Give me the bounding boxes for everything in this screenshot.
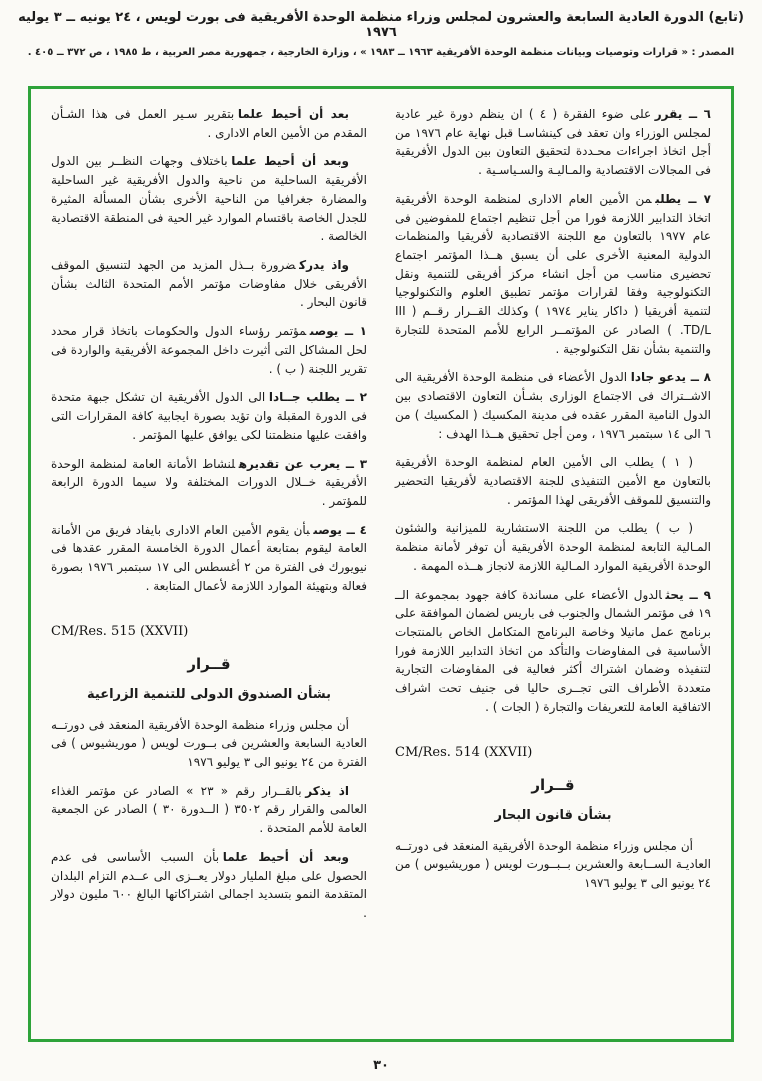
clause-8-sub-b xyxy=(395,519,711,575)
source-citation: المصدر : « قرارات وتوصيات وبيانات منظمة الوحدة الأفريقية ١٩٦٣ ــ ١٩٨٣ » ، وزارة الخارجية ، جمهورية مصر العربية ، ط ١٩٨٥ ، ص ٣٧٢ ــ ٤٠٥ . xyxy=(27,47,735,58)
clause-lead: ٢ ــ يطلب جــادا xyxy=(268,390,367,405)
clause-text: على ضوء الفقرة ( ٤ ) ان ينظم دورة غير عادية لمجلس الوزراء وان تعقد فى كينشاسـا قبل نهاية عام ١٩٧٦ من أجل اتخاذ اجراءات محـددة لتحقيق التعاون بين الدول الأفريقية فى المجالات الاقتصادية والمـاليـة والسـياسـية . xyxy=(395,107,711,178)
clause-7 xyxy=(395,190,711,358)
clause-lead: ١ ــ يوصى xyxy=(309,324,367,339)
clause-lead: ٦ ــ يقرر xyxy=(654,107,711,121)
clause-text: أن مجلس وزراء منظمة الوحدة الأفريقية المنعقد فى دورتــه العادية السابعة والعشرين فى بــورت لويس ( موريشيوس ) فى الفترة من ٢٤ يونيو الى ٣ يوليو ١٩٧٦ xyxy=(51,717,367,769)
resolution-subject-515: بشأن الصندوق الدولى للتنمية الزراعية xyxy=(87,686,331,702)
content-border-frame xyxy=(28,86,734,1042)
clause-8-sub-a xyxy=(395,453,711,509)
page-number: ٣٠ xyxy=(373,1058,389,1073)
clause-text: الدول الأعضاء فى منظمة الوحدة الأفريقية الى الاشــتراك فى الاجتماع الوزارى بشـأن التعاون الاقتصادى بين الدول النامية المقرر عقده فى مدينة المكسيك ( المكسيك ) من ٦ الى ١٤ سبتمبر ١٩٧٦ ، ومن أجل تحقيق هــذا الهدف : xyxy=(395,370,711,441)
resolution-preamble-515-2 xyxy=(51,782,367,838)
clause-lead: بعد أن أحيط علما xyxy=(237,107,349,121)
clause-lead: وبعد أن أحيط علما xyxy=(231,154,349,169)
clause-lead: ٩ ــ يحث xyxy=(665,587,711,602)
preamble-1 xyxy=(51,105,367,142)
resolution-title-515: قــرار xyxy=(187,654,231,673)
clause-text: بأن يقوم الأمين العام الادارى بايفاد فريق من الأمانة العامة ليقوم بمتابعة أعمال الدورة الخامسة المقرر عقدها فى نيويورك فى الفترة من ٢ أغسطس الى ١٧ سبتمبر ١٩٧٦ بصورة فعالة وبتهيئة الموارد اللازمة لأعمال المتابعة . xyxy=(51,522,367,593)
clause-text: من الأمين العام الادارى لمنظمة الوحدة الأفريقية اتخاذ التدابير اللازمة فورا من أجل تنظيم اجتماع للمفوضين فى عام ١٩٧٧ بالتعاون مع اللجنة الاقتصادية لأفريقيا والمنظمات الدولية المعنية الأخرى على أن يسبق هــذا المؤتمر اجتماع تحضيرى مناسب من أجل انشاء مركز أفريقى للتنمية ونقل التكنولوجية وفقا لقرارات مؤتمر تطبيق العلوم والتكنولوجيا لتنمية أفريقيا ( داكار يناير ١٩٧٤ ) وكذلك القــرار رقــم ( III TD/L. ) الصادر عن المؤتمــر الرابع للأمم المتحدة للتجارة والتنمية بشأن نقل التكنولوجية . xyxy=(395,191,711,356)
two-column-layout xyxy=(51,105,711,933)
clause-text: بتقرير سـير العمل فى هذا الشـأن المقدم من الأمين العام الادارى . xyxy=(51,107,367,140)
clause-text: لنشاط الأمانة العامة لمنظمة الوحدة الأفريقية خــلال الدورات المختلفة ولا سيما الدورة الرابعة للمؤتمر . xyxy=(51,456,367,508)
clause-9 xyxy=(395,586,711,717)
clause-1 xyxy=(51,322,367,378)
session-title: (تابع) الدورة العادية السابعة والعشرون لمجلس وزراء منظمة الوحدة الأفريقية فى بورت لويس ، ٢٤ يونيه ــ ٣ يوليه ١٩٧٦ xyxy=(18,10,744,40)
clause-text: بالقــرار رقم « ٢٣ » الصادر عن مؤتمر الغذاء العالمى والقرار رقم ٣٥٠٢ ( الــدورة ٣٠ ) الصادر عن الجمعية العامة للأمم المتحدة . xyxy=(51,783,367,836)
clause-lead: وبعد أن أحيط علما xyxy=(222,849,349,864)
clause-lead: اذ يذكر xyxy=(305,783,349,798)
clause-8 xyxy=(395,368,711,443)
clause-text: مؤتمر رؤساء الدول والحكومات باتخاذ قرار محدد لحل المشاكل التى أثيرت داخل المجموعة الأفريقية والواردة فى تقرير اللجنة ( ب ) . xyxy=(51,324,367,376)
clause-text: ( ١ ) يطلب الى الأمين العام لمنظمة الوحدة الأفريقية بالتعاون مع الأمين التنفيذى للجنة الاقتصادية لأفريقيا التحضير والتنسيق للموقف الأفريقى لهذا المؤتمر . xyxy=(395,455,711,507)
clause-text: ( ب ) يطلب من اللجنة الاستشارية للميزانية والشئون المـالية التابعة لمنظمة الوحدة الأفريقية أن توفر لأمانة منظمة الوحدة الأفريقية الموارد المـالية اللازمة لانجاز هــذه المهمة . xyxy=(395,521,711,573)
column-left xyxy=(51,105,367,933)
clause-lead: ٣ ــ يعرب عن تقديره xyxy=(238,456,368,471)
clause-lead: ٤ ــ يوصى xyxy=(313,522,367,537)
clause-text: باختلاف وجهات النظــر بين الدول الأفريقية الساحلية من ناحية والدول الأفريقية غير الساحلية والمضارة جغرافيا من الناحية الأخرى بشأن المسألة المثيرة للجدل الخاصة باقتسام الموارد غير الحية فى المنطقة الاقتصادية الخالصة . xyxy=(51,154,367,244)
clause-text: بأن السبب الأساسى فى عدم الحصول على مبلغ المليار دولار يعــزى الى عــدم التزام البلدان المتقدمة النمو بتسديد اجمالى اشتراكاتها البالغ ٦٠٠ مليون دولار . xyxy=(51,849,367,920)
preamble-2 xyxy=(51,152,367,246)
clause-text: الى الدول الأفريقية ان تشكل جبهة متحدة فى الدورة المقبلة وان تؤيد بصورة ايجابية كافة المقرارات التى وافقت عليها منظمتنا لكى يوافق عليها المؤتمر . xyxy=(51,390,367,442)
clause-text: ضرورة بــذل المزيد من الجهد لتنسيق الموقف الأفريقى خلال مفاوضات مؤتمر الأمم المتحدة الثالث بشأن قانون البحار . xyxy=(51,258,367,310)
resolution-preamble-515-3 xyxy=(51,848,367,923)
resolution-ref-515: CM/Res. 515 (XXVII) xyxy=(51,623,189,639)
clause-lead: ٨ ــ يدعو جادا xyxy=(630,370,711,385)
clause-text: الدول الأعضاء على مساندة كافة جهود بمجموعة الــ ١٩ فى مؤتمر الشمال والجنوب فى باريس لضمان الموافقة على برنامج عمل مانيلا وخاصة البرنامج المتكامل الخاص بالمنتجات الأساسية فى المفاوضات والتأكد من اتخاذ التدابير اللازمة فورا لتنفيذه وضمان اشتراك أكثر فعالية فى المفاوضات التجارية متعددة الأطراف التى تجــرى حاليا فى جنيف تحت اشراف الاتفاقية العامة للتعريفات والتجارة ( الجات ) . xyxy=(395,587,711,714)
clause-4 xyxy=(51,521,367,596)
resolution-preamble-514: أن مجلس وزراء منظمة الوحدة الأفريقية المنعقد فى دورتــه العاديـة الســابعة والعشرين بــبــورت لويس ( موريشيوس ) من ٢٤ يونيو الى ٣ يوليو ١٩٧٦ xyxy=(395,838,711,890)
clause-6 xyxy=(395,105,711,180)
clause-2 xyxy=(51,388,367,444)
resolution-ref-514: CM/Res. 514 (XXVII) xyxy=(395,744,533,760)
column-right xyxy=(395,105,711,933)
resolution-preamble-515-1 xyxy=(51,716,367,772)
clause-lead: واذ يدرك xyxy=(299,258,349,273)
clause-lead: ٧ ــ يطلب xyxy=(655,191,711,206)
resolution-title-514: قــرار xyxy=(531,775,575,794)
preamble-3 xyxy=(51,256,367,312)
clause-3 xyxy=(51,455,367,511)
resolution-subject-514: بشأن قانون البحار xyxy=(494,807,612,823)
page-header xyxy=(10,10,752,58)
